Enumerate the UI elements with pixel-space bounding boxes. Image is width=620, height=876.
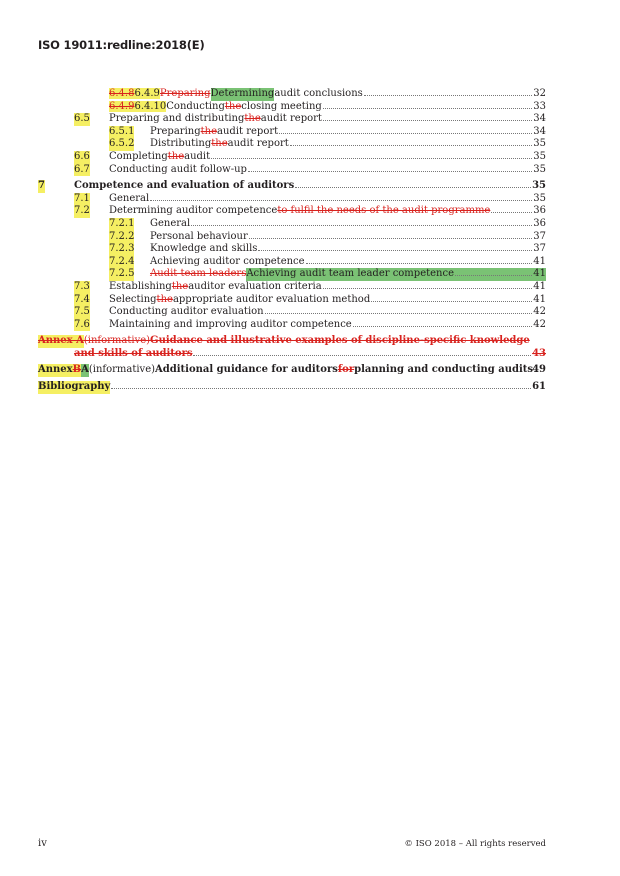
dot-leader (323, 113, 532, 121)
toc-entry-6-6[interactable] (38, 151, 546, 164)
toc-title-deleted: the (167, 150, 185, 162)
annex-title-line1: Guidance and illustrative examples of discipline-specific knowledge (150, 335, 530, 347)
toc-page-number: 35 (532, 180, 546, 192)
dot-leader (191, 218, 532, 226)
toc-entry-6-5-2[interactable] (38, 138, 546, 151)
toc-title: Personal behaviour (150, 230, 248, 242)
toc-entry-6-7[interactable] (38, 164, 546, 177)
toc-page-number: 32 (533, 88, 546, 99)
toc-number: 7.3 (74, 280, 90, 292)
toc-entry-7-2-2[interactable] (38, 231, 546, 244)
dot-leader (211, 151, 532, 159)
toc-page-number: 34 (533, 125, 546, 137)
toc-number: 6.7 (74, 163, 90, 175)
annex-informative: (informative) (83, 335, 151, 347)
toc-title-part: audit report (227, 138, 289, 150)
toc-entry-bibliography[interactable] (38, 381, 546, 394)
toc-entry-annex-b[interactable] (38, 364, 546, 377)
table-of-contents (38, 88, 546, 394)
footer-page-number: iv (38, 838, 47, 849)
dot-leader (491, 205, 532, 213)
toc-title-deleted: to fulfil the needs of the audit programme (277, 205, 491, 217)
toc-page-number: 42 (533, 318, 546, 330)
toc-title-part: Preparing (150, 125, 201, 137)
annex-title-part: planning and conducting audits (354, 364, 534, 376)
toc-title-deleted: the (156, 293, 173, 305)
toc-number-deleted: 6.4.8 (109, 88, 135, 99)
toc-entry-7-5[interactable] (38, 306, 546, 319)
toc-number: 7.2.4 (109, 255, 135, 267)
toc-title: Conducting audit follow-up (109, 163, 247, 175)
toc-title-inserted: Achieving audit team leader competence (246, 268, 455, 280)
toc-page-number: 33 (533, 100, 546, 112)
annex-title-line2: and skills of auditors (74, 347, 193, 359)
toc-title-part: Completing (109, 150, 168, 162)
toc-page-number: 35 (533, 138, 546, 150)
toc-title: General (150, 217, 191, 229)
toc-number: 6.5 (74, 113, 90, 125)
dot-leader (455, 268, 532, 276)
dot-leader (306, 256, 533, 264)
annex-informative: (informative) (88, 364, 156, 376)
toc-title-inserted: Determining (210, 88, 275, 99)
toc-entry-6-4-10[interactable] (38, 101, 546, 114)
toc-entry-7-2-5[interactable] (38, 268, 546, 281)
toc-number: 6.4.9 (134, 88, 160, 99)
toc-entry-7-2-4[interactable] (38, 256, 546, 269)
toc-number: 6.6 (74, 150, 90, 162)
dot-leader (323, 281, 533, 289)
toc-number: 6.5.2 (109, 138, 135, 150)
dot-leader (258, 243, 532, 251)
dot-leader (371, 294, 532, 302)
toc-title-part: audit report (260, 113, 322, 125)
toc-title: audit conclusions (274, 88, 363, 99)
toc-title: Knowledge and skills (150, 243, 258, 255)
toc-title-deleted: Preparing (159, 88, 211, 99)
toc-title-part: Selecting (109, 293, 157, 305)
toc-title: Maintaining and improving auditor competence (109, 318, 352, 330)
annex-label: Annex A (38, 335, 84, 347)
dot-leader (295, 180, 531, 188)
dot-leader (111, 381, 531, 389)
toc-entry-7-2-3[interactable] (38, 243, 546, 256)
toc-title-part: closing meeting (241, 100, 322, 112)
annex-label: Annex (38, 364, 73, 376)
toc-entry-6-4-9[interactable] (38, 88, 546, 101)
toc-page-number: 37 (533, 230, 546, 242)
toc-entry-7-2[interactable] (38, 205, 546, 218)
toc-title: General (109, 192, 150, 204)
toc-title: Conducting auditor evaluation (109, 306, 264, 318)
toc-title-deleted: the (211, 138, 228, 150)
toc-title: Competence and evaluation of auditors (74, 180, 295, 192)
toc-title-part: auditor evaluation criteria (188, 280, 322, 292)
toc-number: 7.4 (74, 293, 90, 305)
bibliography-title: Bibliography (38, 381, 111, 393)
toc-entry-6-5-1[interactable] (38, 126, 546, 139)
dot-leader (248, 164, 532, 172)
dot-leader (265, 306, 533, 314)
annex-letter-inserted: A (81, 364, 89, 376)
toc-page-number: 35 (533, 163, 546, 175)
toc-page-number: 41 (533, 268, 546, 280)
toc-page-number: 42 (533, 306, 546, 318)
toc-page-number: 43 (532, 347, 546, 359)
dot-leader (249, 231, 533, 239)
toc-number: 6.4.10 (134, 100, 167, 112)
toc-title: Achieving auditor competence (150, 255, 305, 267)
toc-page-number: 35 (533, 150, 546, 162)
toc-title: Determining auditor competence (109, 205, 278, 217)
dot-leader (150, 193, 532, 201)
toc-page-number: 41 (533, 293, 546, 305)
toc-number: 7.6 (74, 318, 90, 330)
toc-entry-7-6[interactable] (38, 319, 546, 332)
annex-title-deleted: for (337, 364, 355, 376)
toc-title-part: Preparing and distributing (109, 113, 245, 125)
toc-page-number: 36 (533, 205, 546, 217)
toc-number: 7.2 (74, 205, 90, 217)
toc-entry-7-1[interactable] (38, 193, 546, 206)
toc-title-part: appropriate auditor evaluation method (172, 293, 371, 305)
dot-leader (323, 101, 532, 109)
toc-title-deleted: the (200, 125, 218, 137)
toc-title-part: audit (184, 150, 211, 162)
toc-title-deleted: the (244, 113, 261, 125)
dot-leader (290, 138, 533, 146)
footer-copyright: © ISO 2018 – All rights reserved (404, 839, 546, 849)
toc-page-number: 41 (533, 255, 546, 267)
toc-title-deleted: the (224, 100, 242, 112)
toc-number: 6.5.1 (109, 125, 135, 137)
dot-leader (193, 348, 531, 356)
toc-page-number: 35 (533, 192, 546, 204)
toc-page-number: 61 (532, 381, 546, 393)
toc-entry-annex-a-deleted-line2[interactable] (38, 348, 546, 361)
toc-title-deleted: the (171, 280, 189, 292)
toc-title-part: Conducting (166, 100, 225, 112)
toc-page-number: 41 (533, 280, 546, 292)
toc-title-part: Distributing (150, 138, 212, 150)
toc-title-part: Establishing (109, 280, 172, 292)
toc-number: 7.2.1 (109, 217, 135, 229)
toc-entry-7-2-1[interactable] (38, 218, 546, 231)
toc-number: 7.1 (74, 192, 90, 204)
toc-entry-7[interactable] (38, 180, 546, 193)
annex-title-part: Additional guidance for auditors (155, 364, 338, 376)
toc-page-number: 36 (533, 217, 546, 229)
dot-leader (353, 319, 533, 327)
dot-leader (364, 88, 532, 96)
toc-entry-7-4[interactable] (38, 294, 546, 307)
toc-number: 7.5 (74, 306, 90, 318)
toc-number: 7.2.3 (109, 243, 135, 255)
toc-title-deleted: Audit team leaders (150, 268, 247, 280)
dot-leader (279, 126, 532, 134)
toc-number: 7.2.5 (109, 268, 135, 280)
toc-entry-7-3[interactable] (38, 281, 546, 294)
toc-number-deleted: 6.4.9 (109, 100, 135, 112)
toc-number: 7.2.2 (109, 230, 135, 242)
toc-page-number: 34 (533, 113, 546, 125)
toc-entry-6-5[interactable] (38, 113, 546, 126)
toc-page-number: 37 (533, 243, 546, 255)
toc-title-part: audit report (217, 125, 279, 137)
toc-entry-annex-a-deleted[interactable] (38, 335, 546, 348)
toc-number: 7 (38, 180, 45, 192)
toc-page-number: 49 (532, 364, 546, 376)
document-header: ISO 19011:redline:2018(E) (38, 38, 205, 52)
annex-letter-deleted: B (72, 364, 82, 376)
